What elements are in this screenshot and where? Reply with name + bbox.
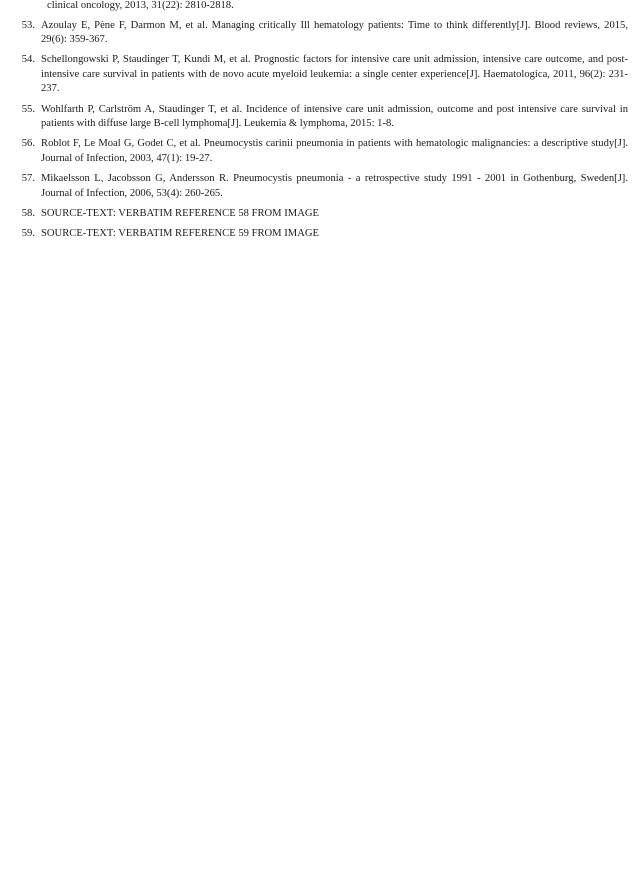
reference-item	[6, 137, 628, 166]
reference-text: SOURCE-TEXT: VERBATIM REFERENCE 59 FROM IMAGE	[41, 228, 319, 240]
reference-text: Schellongowski P, Staudinger T, Kundi M, et al. Prognostic factors for intensive care unit admission, intensive care outcome, and post-intensive care survival in patients with de novo acute myeloid leukemia: a single center experience[J]. Haematologica, 2011, 96(2): 231-237.	[41, 54, 628, 95]
reference-item	[6, 172, 628, 201]
reference-text: Wohlfarth P, Carlström A, Staudinger T, et al. Incidence of intensive care unit admission, outcome and post intensive care survival in patients with diffuse large B-cell lymphoma[J]. Leukemia & lymphoma, 2015: 1-8.	[41, 103, 628, 130]
reference-list	[6, 19, 628, 242]
reference-item	[6, 53, 628, 97]
reference-number: 54.	[21, 54, 35, 66]
reference-number: 58.	[21, 208, 35, 219]
reference-number: 56.	[21, 138, 35, 150]
reference-item	[6, 227, 628, 242]
reference-text: Azoulay E, Pène F, Darmon M, et al. Managing critically Ill hematology patients: Time to think differently[J]. Blood reviews, 2015, 29(6): 359-367.	[41, 19, 628, 46]
reference-text: Mikaelsson L, Jacobsson G, Andersson R. Pneumocystis pneumonia - a retrospective study 1991 - 2001 in Gothenburg, Sweden[J]. Journal of Infection, 2006, 53(4): 260-265.	[41, 173, 628, 199]
reference-number: 53.	[21, 19, 35, 31]
reference-item	[6, 19, 628, 48]
reference-item	[6, 103, 628, 132]
reference-text: SOURCE-TEXT: VERBATIM REFERENCE 58 FROM IMAGE	[41, 208, 319, 219]
reference-number: 55.	[21, 103, 35, 115]
reference-number: 59.	[21, 228, 35, 240]
continuation-line: clinical oncology, 2013, 31(22): 2810-2818.	[47, 0, 234, 11]
reference-text: Roblot F, Le Moal G, Godet C, et al. Pneumocystis carinii pneumonia in patients with hematologic malignancies: a descriptive study[J]. Journal of Infection, 2003, 47(1): 19-27.	[41, 138, 628, 165]
reference-item	[6, 207, 628, 222]
reference-number: 57.	[21, 173, 35, 185]
